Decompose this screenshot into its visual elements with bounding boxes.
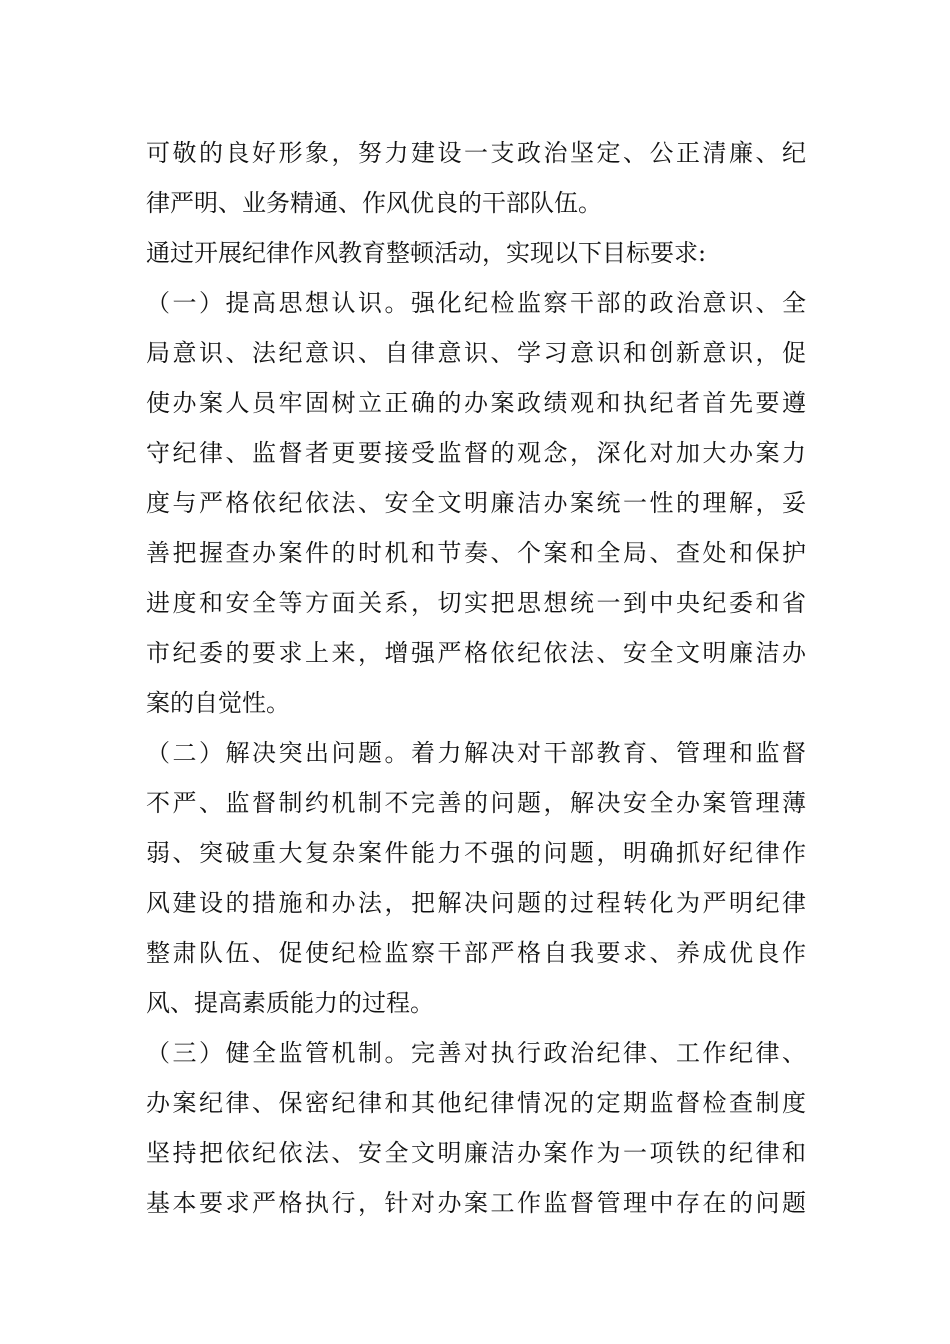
text-line: 度与严格依纪依法、安全文明廉洁办案统一性的理解，妥	[146, 489, 806, 517]
paragraph-goal-three	[146, 1028, 806, 1228]
text-line: 不严、监督制约机制不完善的问题，解决安全办案管理薄	[146, 789, 806, 817]
text-line: 基本要求严格执行，针对办案工作监督管理中存在的问题	[146, 1189, 806, 1217]
paragraph-goals-lead	[146, 228, 806, 278]
paragraph-goal-two	[146, 728, 806, 1028]
text-line: 局意识、法纪意识、自律意识、学习意识和创新意识，促	[146, 339, 806, 367]
text-line: 风建设的措施和办法，把解决问题的过程转化为严明纪律	[146, 889, 806, 917]
text-line: （三）健全监管机制。完善对执行政治纪律、工作纪律、	[146, 1039, 806, 1067]
text-line: 进度和安全等方面关系，切实把思想统一到中央纪委和省	[146, 589, 806, 617]
text-line: 坚持把依纪依法、安全文明廉洁办案作为一项铁的纪律和	[146, 1139, 806, 1167]
paragraph-goal-one	[146, 278, 806, 728]
text-line: （一）提高思想认识。强化纪检监察干部的政治意识、全	[146, 289, 806, 317]
text-line: 风、提高素质能力的过程。	[146, 989, 434, 1017]
text-line: 整肃队伍、促使纪检监察干部严格自我要求、养成优良作	[146, 939, 806, 967]
text-line: 律严明、业务精通、作风优良的干部队伍。	[146, 189, 602, 217]
paragraph-intro	[146, 128, 806, 228]
document-body	[146, 128, 806, 1228]
text-line: 通过开展纪律作风教育整顿活动，实现以下目标要求:	[146, 239, 707, 267]
text-line: 守纪律、监督者更要接受监督的观念，深化对加大办案力	[146, 439, 806, 467]
text-line: 使办案人员牢固树立正确的办案政绩观和执纪者首先要遵	[146, 389, 806, 417]
text-line: 办案纪律、保密纪律和其他纪律情况的定期监督检查制度	[146, 1089, 806, 1117]
text-line: 善把握查办案件的时机和节奏、个案和全局、查处和保护	[146, 539, 806, 567]
text-line: 市纪委的要求上来，增强严格依纪依法、安全文明廉洁办	[146, 639, 806, 667]
text-line: 可敬的良好形象，努力建设一支政治坚定、公正清廉、纪	[146, 139, 806, 167]
text-line: 弱、突破重大复杂案件能力不强的问题，明确抓好纪律作	[146, 839, 806, 867]
text-line: 案的自觉性。	[146, 689, 290, 717]
text-line: （二）解决突出问题。着力解决对干部教育、管理和监督	[146, 739, 806, 767]
